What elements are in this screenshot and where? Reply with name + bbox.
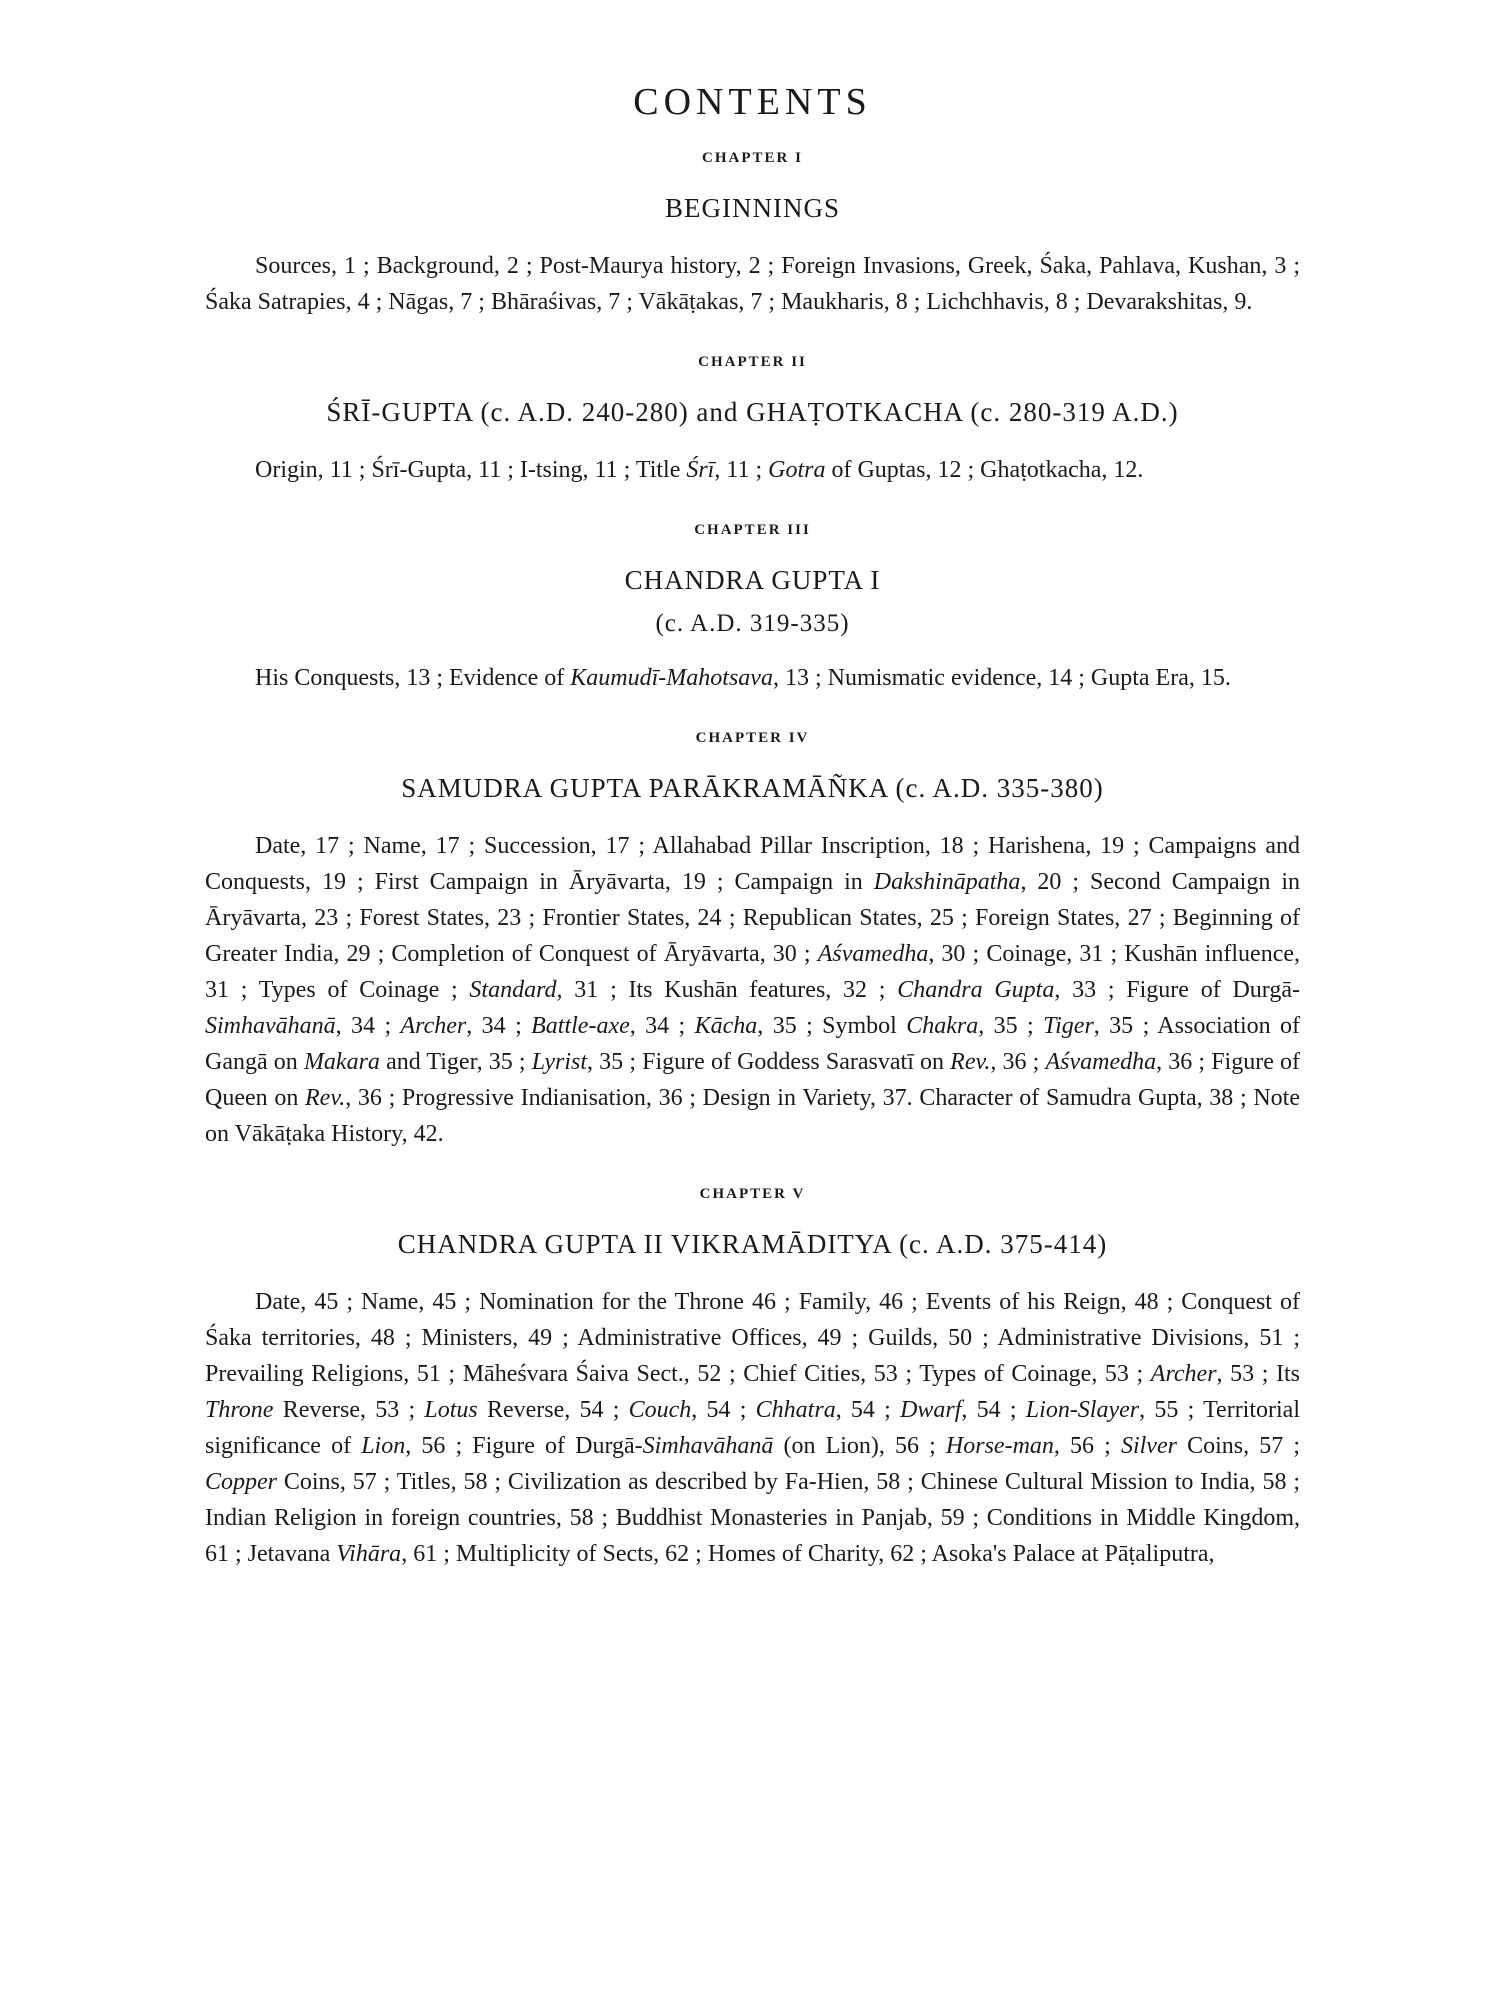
italic-term: Horse-man: [945, 1433, 1054, 1459]
chapter-section: [205, 354, 1300, 488]
chapter-entries: Date, 17 ; Name, 17 ; Succession, 17 ; Allahabad Pillar Inscription, 18 ; Harishena, 19 ; Campaigns and Conquests, 19 ; First Campaign in Āryāvarta, 19 ; Campaign in Dakshināpatha, 20 ; Second Campaign in Āryāvarta, 23 ; Forest States, 23 ; Frontier States, 24 ; Republican States, 25 ; Foreign States, 27 ; Beginning of Greater India, 29 ; Completion of Conquest of Āryāvarta, 30 ; Aśvamedha, 30 ; Coinage, 31 ; Kushān influence, 31 ; Types of Coinage ; Standard, 31 ; Its Kushān features, 32 ; Chandra Gupta, 33 ; Figure of Durgā-Simhavāhanā, 34 ; Archer, 34 ; Battle-axe, 34 ; Kācha, 35 ; Symbol Chakra, 35 ; Tiger, 35 ; Association of Gangā on Makara and Tiger, 35 ; Lyrist, 35 ; Figure of Goddess Sarasvatī on Rev., 36 ; Aśvamedha, 36 ; Figure of Queen on Rev., 36 ; Progressive Indianisation, 36 ; Design in Variety, 37. Character of Samudra Gupta, 38 ; Note on Vākāṭaka History, 42.: [205, 833, 1301, 1147]
chapter-section: [205, 150, 1300, 320]
chapter-label: CHAPTER II: [698, 354, 807, 370]
italic-term: Vihāra: [336, 1541, 402, 1567]
italic-term: Lotus: [424, 1397, 478, 1423]
italic-term: Battle-axe: [531, 1013, 630, 1039]
italic-term: Tiger: [1043, 1013, 1094, 1039]
italic-term: Silver: [1120, 1433, 1177, 1459]
chapter-section: [205, 1186, 1300, 1572]
chapter-label: CHAPTER V: [699, 1186, 806, 1202]
chapter-label: CHAPTER I: [702, 150, 803, 166]
italic-term: Rev.: [305, 1085, 346, 1111]
italic-term: Lion: [361, 1433, 406, 1459]
chapter-entries: Sources, 1 ; Background, 2 ; Post-Maurya history, 2 ; Foreign Invasions, Greek, Śaka, Pahlava, Kushan, 3 ; Śaka Satrapies, 4 ; Nāgas, 7 ; Bhāraśivas, 7 ; Vākāṭakas, 7 ; Maukharis, 8 ; Lichchhavis, 8 ; Devarakshitas, 9.: [205, 253, 1300, 315]
italic-term: Simhavāhanā: [642, 1433, 774, 1459]
italic-term: Archer: [400, 1013, 467, 1039]
chapter-entries: Origin, 11 ; Śrī-Gupta, 11 ; I-tsing, 11 ; Title Śrī, 11 ; Gotra of Guptas, 12 ; Ghaṭotkacha, 12.: [255, 457, 1144, 483]
chapter-entries: His Conquests, 13 ; Evidence of Kaumudī-Mahotsava, 13 ; Numismatic evidence, 14 ; Gupta Era, 15.: [255, 665, 1231, 691]
italic-term: Kaumudī-Mahotsava: [570, 665, 773, 691]
italic-term: Aśvamedha: [817, 941, 929, 967]
italic-term: Chandra Gupta: [897, 977, 1055, 1003]
chapter-subtitle: (c. A.D. 319-335): [655, 610, 850, 637]
italic-term: Chhatra: [755, 1397, 836, 1423]
italic-term: Lyrist: [531, 1049, 588, 1075]
italic-term: Dakshināpatha: [873, 869, 1021, 895]
italic-term: Lion-Slayer: [1025, 1397, 1140, 1423]
italic-term: Śrī: [686, 457, 715, 483]
italic-term: Makara: [303, 1049, 380, 1075]
italic-term: Simhavāhanā: [205, 1013, 336, 1039]
italic-term: Dwarf: [900, 1397, 962, 1423]
chapter-title: SAMUDRA GUPTA PARĀKRAMĀÑKA (c. A.D. 335-380): [401, 773, 1104, 803]
chapter-label: CHAPTER III: [694, 522, 811, 538]
chapter-title: ŚRĪ-GUPTA (c. A.D. 240-280) and GHAṬOTKACHA (c. 280-319 A.D.): [326, 397, 1179, 427]
chapter-title: CHANDRA GUPTA II VIKRAMĀDITYA (c. A.D. 375-414): [397, 1229, 1108, 1259]
page-title: CONTENTS: [633, 81, 872, 123]
italic-term: Couch: [628, 1397, 692, 1423]
chapter-section: [205, 730, 1300, 1152]
chapter-entries: Date, 45 ; Name, 45 ; Nomination for the Throne 46 ; Family, 46 ; Events of his Reign, 48 ; Conquest of Śaka territories, 48 ; Ministers, 49 ; Administrative Offices, 49 ; Guilds, 50 ; Administrative Divisions, 51 ; Prevailing Religions, 51 ; Māheśvara Śaiva Sect., 52 ; Chief Cities, 53 ; Types of Coinage, 53 ; Archer, 53 ; Its Throne Reverse, 53 ; Lotus Reverse, 54 ; Couch, 54 ; Chhatra, 54 ; Dwarf, 54 ; Lion-Slayer, 55 ; Territorial significance of Lion, 56 ; Figure of Durgā-Simhavāhanā (on Lion), 56 ; Horse-man, 56 ; Silver Coins, 57 ; Copper Coins, 57 ; Titles, 58 ; Civilization as described by Fa-Hien, 58 ; Chinese Cultural Mission to India, 58 ; Indian Religion in foreign countries, 58 ; Buddhist Monasteries in Panjab, 59 ; Conditions in Middle Kingdom, 61 ; Jetavana Vihāra, 61 ; Multiplicity of Sects, 62 ; Homes of Charity, 62 ; Asoka's Palace at Pāṭaliputra,: [205, 1289, 1301, 1567]
italic-term: Copper: [205, 1469, 277, 1495]
chapter-title: BEGINNINGS: [665, 193, 840, 223]
italic-term: Rev.: [950, 1049, 991, 1075]
chapter-list: [205, 150, 1300, 1572]
italic-term: Archer: [1150, 1361, 1217, 1387]
italic-term: Aśvamedha: [1045, 1049, 1157, 1075]
italic-term: Chakra: [906, 1013, 979, 1039]
italic-term: Throne: [205, 1397, 274, 1423]
chapter-label: CHAPTER IV: [695, 730, 810, 746]
italic-term: Gotra: [768, 457, 826, 483]
chapter-title: CHANDRA GUPTA I: [624, 565, 881, 595]
chapter-section: [205, 522, 1300, 696]
italic-term: Standard: [469, 977, 557, 1003]
italic-term: Kācha: [694, 1013, 758, 1039]
